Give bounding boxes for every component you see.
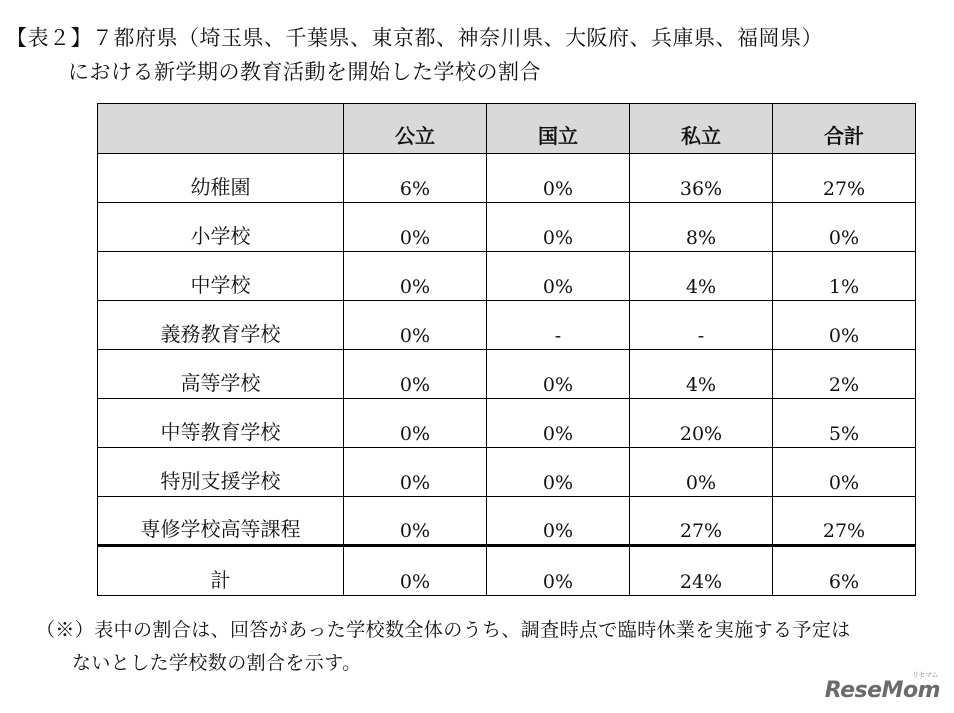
table-row <box>98 448 916 497</box>
row-label: 幼稚園 <box>98 154 344 203</box>
cell-private: 4% <box>630 252 773 301</box>
row-label: 専修学校高等課程 <box>98 497 344 546</box>
cell-public: 6% <box>344 154 487 203</box>
total-national: 0% <box>487 546 630 596</box>
cell-private: 20% <box>630 399 773 448</box>
cell-public: 0% <box>344 203 487 252</box>
table-row <box>98 154 916 203</box>
row-label: 高等学校 <box>98 350 344 399</box>
cell-national: 0% <box>487 497 630 546</box>
cell-total: 0% <box>773 203 916 252</box>
header-corner <box>98 104 344 154</box>
row-label: 小学校 <box>98 203 344 252</box>
table-row <box>98 301 916 350</box>
cell-public: 0% <box>344 497 487 546</box>
cell-private: 36% <box>630 154 773 203</box>
logo-text: ReseMom <box>824 678 940 703</box>
cell-total: 2% <box>773 350 916 399</box>
cell-total: 5% <box>773 399 916 448</box>
cell-total: 27% <box>773 497 916 546</box>
table-header-row <box>98 104 916 154</box>
total-row <box>98 546 916 596</box>
logo-kana: リセマム <box>912 671 938 679</box>
row-label: 特別支援学校 <box>98 448 344 497</box>
cell-private: - <box>630 301 773 350</box>
resemom-logo <box>824 671 940 703</box>
header-public: 公立 <box>344 104 487 154</box>
cell-national: - <box>487 301 630 350</box>
cell-total: 1% <box>773 252 916 301</box>
cell-public: 0% <box>344 350 487 399</box>
cell-national: 0% <box>487 252 630 301</box>
table-title-line-2: における新学期の教育活動を開始した学校の割合 <box>68 60 541 84</box>
cell-total: 27% <box>773 154 916 203</box>
cell-national: 0% <box>487 154 630 203</box>
cell-national: 0% <box>487 399 630 448</box>
total-total: 6% <box>773 546 916 596</box>
cell-private: 4% <box>630 350 773 399</box>
row-label: 中等教育学校 <box>98 399 344 448</box>
cell-total: 0% <box>773 301 916 350</box>
cell-public: 0% <box>344 252 487 301</box>
cell-public: 0% <box>344 448 487 497</box>
cell-private: 0% <box>630 448 773 497</box>
total-public: 0% <box>344 546 487 596</box>
cell-national: 0% <box>487 350 630 399</box>
cell-total: 0% <box>773 448 916 497</box>
footnote-line-1: （※）表中の割合は、回答があった学校数全体のうち、調査時点で臨時休業を実施する予定は <box>36 619 851 641</box>
header-national: 国立 <box>487 104 630 154</box>
table-title-line-1: 【表２】７都府県（埼玉県、千葉県、東京都、神奈川県、大阪府、兵庫県、福岡県） <box>6 26 823 50</box>
row-label: 中学校 <box>98 252 344 301</box>
school-ratio-table <box>97 103 916 596</box>
cell-private: 8% <box>630 203 773 252</box>
total-label: 計 <box>98 546 344 596</box>
row-label: 義務教育学校 <box>98 301 344 350</box>
table-row <box>98 203 916 252</box>
table-row <box>98 497 916 546</box>
cell-private: 27% <box>630 497 773 546</box>
cell-national: 0% <box>487 203 630 252</box>
cell-public: 0% <box>344 399 487 448</box>
header-private: 私立 <box>630 104 773 154</box>
table-row <box>98 252 916 301</box>
header-total: 合計 <box>773 104 916 154</box>
cell-public: 0% <box>344 301 487 350</box>
table-row <box>98 350 916 399</box>
cell-national: 0% <box>487 448 630 497</box>
total-private: 24% <box>630 546 773 596</box>
table-row <box>98 399 916 448</box>
footnote-line-2: ないとした学校数の割合を示す。 <box>72 652 362 674</box>
